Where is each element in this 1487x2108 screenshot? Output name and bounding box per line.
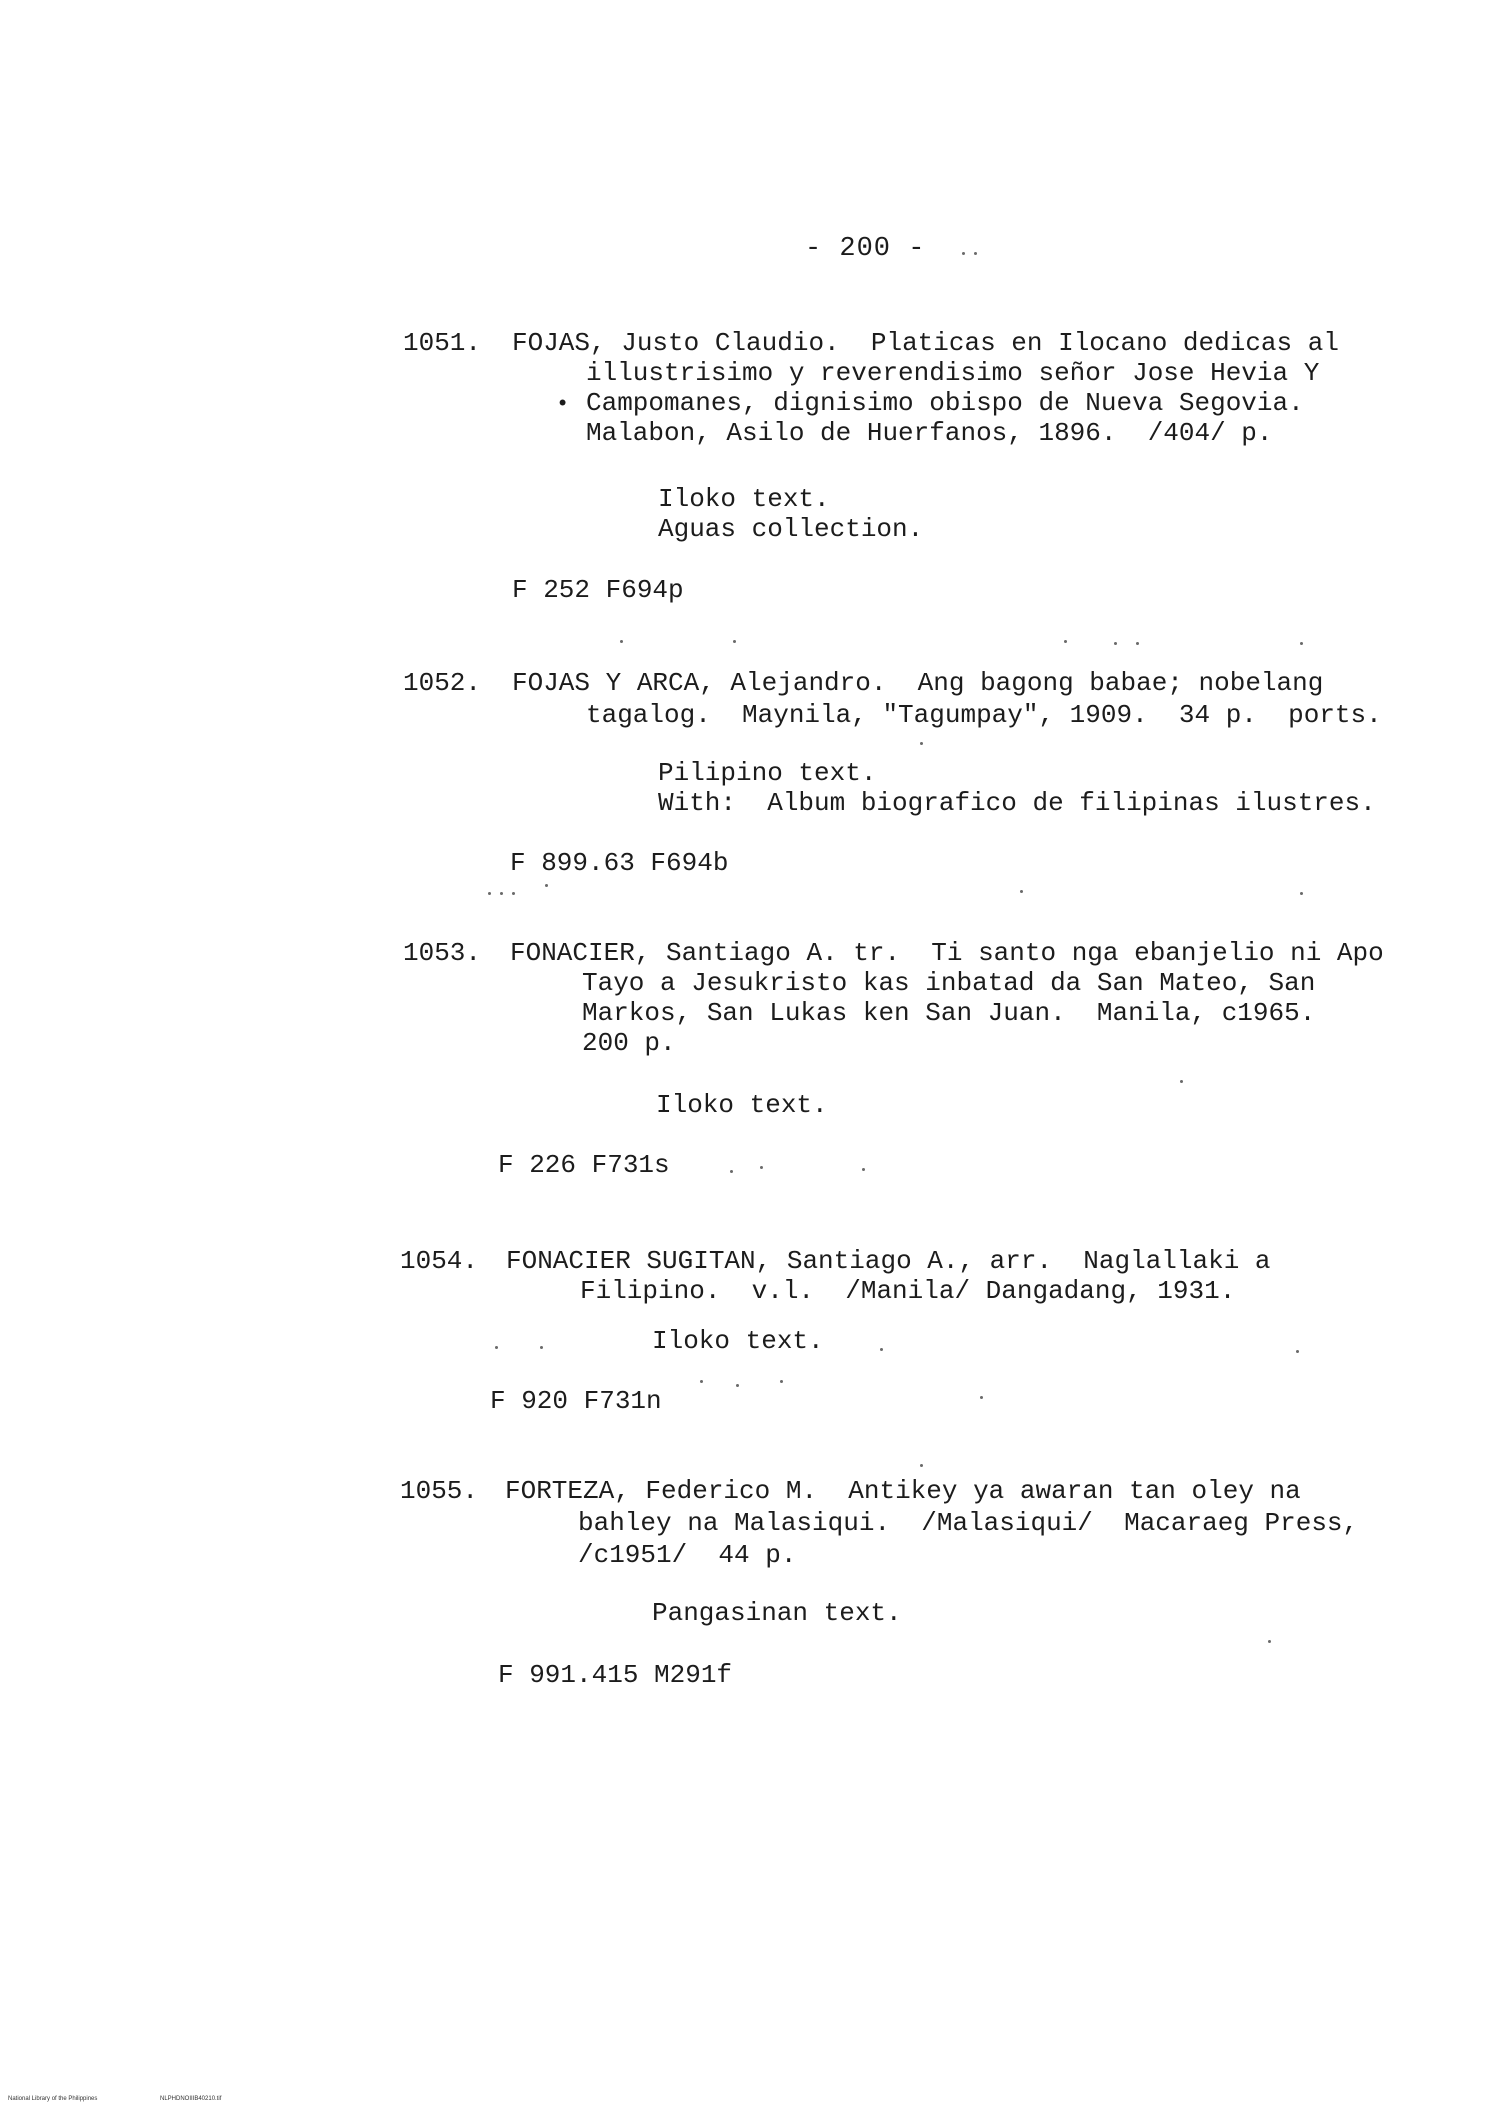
entry-heading-line: /c1951/ 44 p. bbox=[578, 1540, 797, 1570]
entry-number: 1051. bbox=[403, 328, 482, 358]
entry-heading-line: Filipino. v.l. /Manila/ Dangadang, 1931. bbox=[580, 1276, 1236, 1306]
entry-number: 1055. bbox=[400, 1476, 479, 1506]
entry-heading-line: bahley na Malasiqui. /Malasiqui/ Macaraeg Press, bbox=[578, 1508, 1359, 1538]
entry-number: 1052. bbox=[403, 668, 482, 698]
entry-note: Iloko text. bbox=[652, 1326, 824, 1356]
entry-note: Aguas collection. bbox=[658, 514, 924, 544]
entry-heading-line: FONACIER SUGITAN, Santiago A., arr. Naglallaki a bbox=[506, 1246, 1271, 1276]
entry-heading-line: Campomanes, dignisimo obispo de Nueva Segovia. bbox=[586, 388, 1304, 418]
call-number: F 920 F731n bbox=[490, 1386, 662, 1416]
entry-heading-line: FONACIER, Santiago A. tr. Ti santo nga ebanjelio ni Apo bbox=[510, 938, 1384, 968]
entry-note: Iloko text. bbox=[656, 1090, 828, 1120]
entry-note: Pangasinan text. bbox=[652, 1598, 902, 1628]
call-number: F 991.415 M291f bbox=[498, 1660, 733, 1690]
call-number: F 899.63 F694b bbox=[510, 848, 729, 878]
entry-heading-line: FOJAS, Justo Claudio. Platicas en Ilocano dedicas al bbox=[512, 328, 1339, 358]
entry-number: 1054. bbox=[400, 1246, 479, 1276]
entry-number: 1053. bbox=[403, 938, 482, 968]
bullet-mark: • bbox=[556, 392, 570, 417]
entry-heading-line: 200 p. bbox=[582, 1028, 676, 1058]
page-number: - 200 - bbox=[805, 234, 926, 264]
entry-note: Iloko text. bbox=[658, 484, 830, 514]
entry-heading-line: illustrisimo y reverendisimo señor Jose Hevia Y bbox=[586, 358, 1320, 388]
entry-note: Pilipino text. bbox=[658, 758, 877, 788]
entry-heading-line: FOJAS Y ARCA, Alejandro. Ang bagong babae; nobelang bbox=[512, 668, 1324, 698]
call-number: F 226 F731s bbox=[498, 1150, 670, 1180]
entry-heading-line: Tayo a Jesukristo kas inbatad da San Mateo, San bbox=[582, 968, 1316, 998]
footer-right: NLPHDNOIIIB40210.tif bbox=[160, 2096, 222, 2102]
footer-left: National Library of the Philippines bbox=[8, 2096, 98, 2102]
entry-heading-line: Markos, San Lukas ken San Juan. Manila, c1965. bbox=[582, 998, 1316, 1028]
entry-heading-line: FORTEZA, Federico M. Antikey ya awaran tan oley na bbox=[505, 1476, 1301, 1506]
call-number: F 252 F694p bbox=[512, 575, 684, 605]
entry-heading-line: tagalog. Maynila, "Tagumpay", 1909. 34 p. ports. bbox=[586, 700, 1382, 730]
entry-note: With: Album biografico de filipinas ilustres. bbox=[658, 788, 1376, 818]
entry-heading-line: Malabon, Asilo de Huerfanos, 1896. /404/ p. bbox=[586, 418, 1273, 448]
